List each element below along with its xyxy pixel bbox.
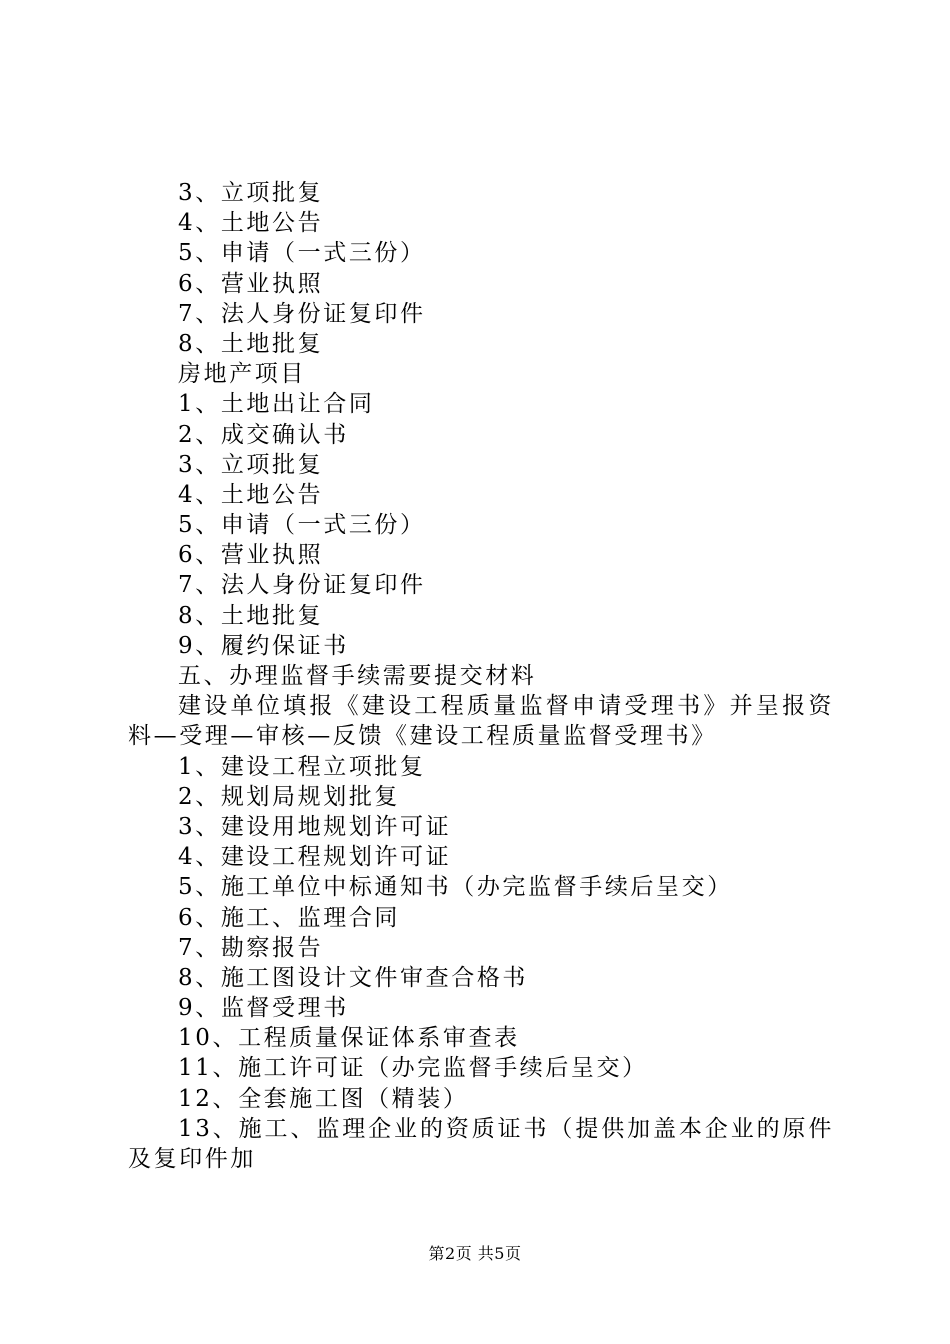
list-item: 8、施工图设计文件审查合格书 bbox=[178, 964, 529, 991]
list-item: 5、施工单位中标通知书（办完监督手续后呈交） bbox=[178, 874, 733, 901]
section-heading-real-estate: 房地产项目 bbox=[178, 361, 306, 388]
list-block-a bbox=[128, 178, 834, 691]
list-item: 3、建设用地规划许可证 bbox=[178, 813, 452, 840]
list-item: 3、立项批复 bbox=[178, 451, 324, 478]
list-item: 7、法人身份证复印件 bbox=[178, 572, 426, 599]
list-item: 2、规划局规划批复 bbox=[178, 783, 401, 810]
list-item: 2、成交确认书 bbox=[178, 421, 349, 448]
list-item: 8、土地批复 bbox=[178, 602, 324, 629]
list-item: 4、建设工程规划许可证 bbox=[178, 844, 452, 871]
section-heading-supervision: 五、办理监督手续需要提交材料 bbox=[178, 663, 537, 689]
list-item: 4、土地公告 bbox=[178, 210, 324, 237]
list-item: 9、监督受理书 bbox=[178, 995, 349, 1022]
document-body bbox=[128, 178, 834, 1174]
list-item: 7、勘察报告 bbox=[178, 934, 324, 961]
list-item: 6、营业执照 bbox=[178, 542, 324, 569]
list-item: 8、土地批复 bbox=[178, 330, 324, 357]
list-item: 3、立项批复 bbox=[178, 180, 324, 206]
list-item: 7、法人身份证复印件 bbox=[178, 300, 426, 327]
list-item: 1、土地出让合同 bbox=[178, 391, 375, 418]
list-item: 11、施工许可证（办完监督手续后呈交） bbox=[178, 1055, 648, 1082]
paragraph-qualification: 13、施工、监理企业的资质证书（提供加盖本企业的原件及复印件加 bbox=[128, 1115, 834, 1173]
list-item: 1、建设工程立项批复 bbox=[178, 753, 426, 780]
list-item: 9、履约保证书 bbox=[178, 632, 349, 659]
paragraph-procedure: 建设单位填报《建设工程质量监督申请受理书》并呈报资料—受理—审核—反馈《建设工程质量监督受理书》 bbox=[128, 693, 834, 750]
list-item: 6、营业执照 bbox=[178, 270, 324, 297]
page-number-footer: 第2页 共5页 bbox=[428, 1244, 522, 1263]
list-item: 4、土地公告 bbox=[178, 481, 324, 508]
list-item: 10、工程质量保证体系审查表 bbox=[178, 1025, 520, 1052]
list-item: 12、全套施工图（精装） bbox=[178, 1085, 469, 1112]
list-item: 5、申请（一式三份） bbox=[178, 240, 426, 267]
list-block-b bbox=[128, 752, 834, 1114]
list-item: 6、施工、监理合同 bbox=[178, 904, 401, 931]
list-item: 5、申请（一式三份） bbox=[178, 512, 426, 539]
